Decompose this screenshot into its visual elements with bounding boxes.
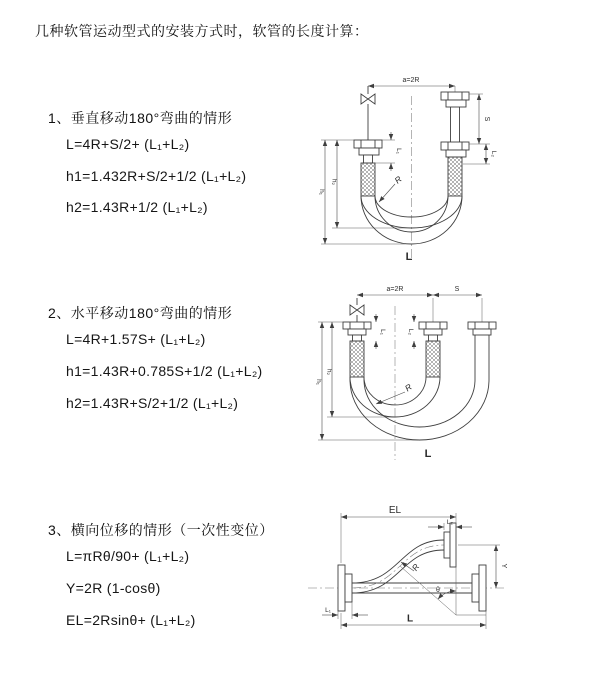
- dim-l1: [376, 314, 386, 349]
- dim-l1-label: L₁: [379, 329, 386, 335]
- radius-label: R: [402, 381, 414, 394]
- dim-l1-label: L₁: [325, 607, 331, 614]
- section-1-formula-L: L=4R+S/2+ (L₁+L₂): [66, 136, 190, 152]
- theta-label: θ: [436, 587, 440, 594]
- section-2-formula-h2: h2=1.43R+S/2+1/2 (L₁+L₂): [66, 395, 239, 411]
- left-fitting: [343, 322, 371, 377]
- left-fitting: [354, 140, 382, 196]
- dim-l2: [407, 314, 414, 349]
- dim-el-label: EL: [388, 505, 402, 516]
- diagram-2-horizontal-bend: [310, 280, 600, 465]
- dim-s-label: S: [454, 286, 460, 293]
- section-2-formula-h1: h1=1.43R+0.785S+1/2 (L₁+L₂): [66, 363, 263, 379]
- dim-l2-label: L₂: [490, 150, 497, 158]
- dim-a2r-label: a=2R: [386, 286, 404, 293]
- diagram-3-lateral-displacement: [300, 503, 600, 648]
- dim-a2r-label: a=2R: [402, 77, 420, 84]
- radius-label: R: [392, 173, 404, 186]
- dim-l2-label: L₂: [446, 519, 454, 526]
- left-flange: [338, 565, 352, 611]
- dim-s-label: S: [483, 116, 490, 122]
- section-3-formula-Y: Y=2R (1-cosθ): [66, 580, 161, 596]
- radius-leader: [379, 174, 404, 202]
- dim-a2r: [368, 77, 455, 86]
- section-1-formula-h2: h2=1.43R+1/2 (L₁+L₂): [66, 199, 208, 215]
- dim-l2-label: L₂: [407, 328, 414, 336]
- dim-l-label: L: [406, 613, 414, 625]
- dim-h1: [315, 322, 418, 440]
- dim-h1-label: h₁: [318, 189, 325, 195]
- valve-icon: [361, 86, 375, 140]
- section-3-heading: 3、横向位移的情形（一次性变位）: [48, 522, 274, 538]
- dim-l1-label: L₁: [395, 148, 402, 154]
- page-title: 几种软管运动型式的安装方式时，软管的长度计算：: [35, 23, 369, 39]
- radius-label: R: [409, 561, 422, 573]
- braid-hatch: [448, 157, 462, 196]
- dim-y-label: Y: [500, 563, 507, 569]
- section-2-formula-L: L=4R+1.57S+ (L₁+L₂): [66, 331, 206, 347]
- section-3-formula-EL: EL=2Rsinθ+ (L₁+L₂): [66, 612, 196, 628]
- diagram-1-vertical-bend: [315, 68, 600, 268]
- section-2-heading: 2、水平移动180°弯曲的情形: [48, 305, 233, 321]
- section-1-heading: 1、垂直移动180°弯曲的情形: [48, 110, 233, 126]
- middle-fitting: [419, 322, 447, 377]
- hose-loops: [350, 377, 489, 440]
- dim-a2r: [357, 286, 433, 295]
- dim-l: [341, 611, 486, 629]
- dim-h2-label: h₂: [330, 178, 338, 186]
- section-3-formula-L: L=πRθ/90+ (L₁+L₂): [66, 548, 190, 564]
- section-1-formula-h1: h1=1.432R+S/2+1/2 (L₁+L₂): [66, 168, 247, 184]
- braid-hatch: [350, 341, 364, 377]
- displaced-hose: [352, 523, 456, 593]
- valve-icon: [350, 298, 364, 322]
- dim-s: [433, 286, 482, 295]
- braid-hatch: [426, 341, 440, 377]
- right-fittings: [441, 86, 469, 196]
- right-fitting: [468, 322, 496, 380]
- dim-h1-label: h₁: [315, 379, 322, 385]
- dim-s: [469, 94, 490, 144]
- braid-hatch: [361, 163, 375, 196]
- length-label: L: [405, 251, 413, 263]
- length-label: L: [424, 448, 432, 460]
- dim-h2-label: h₂: [325, 368, 333, 376]
